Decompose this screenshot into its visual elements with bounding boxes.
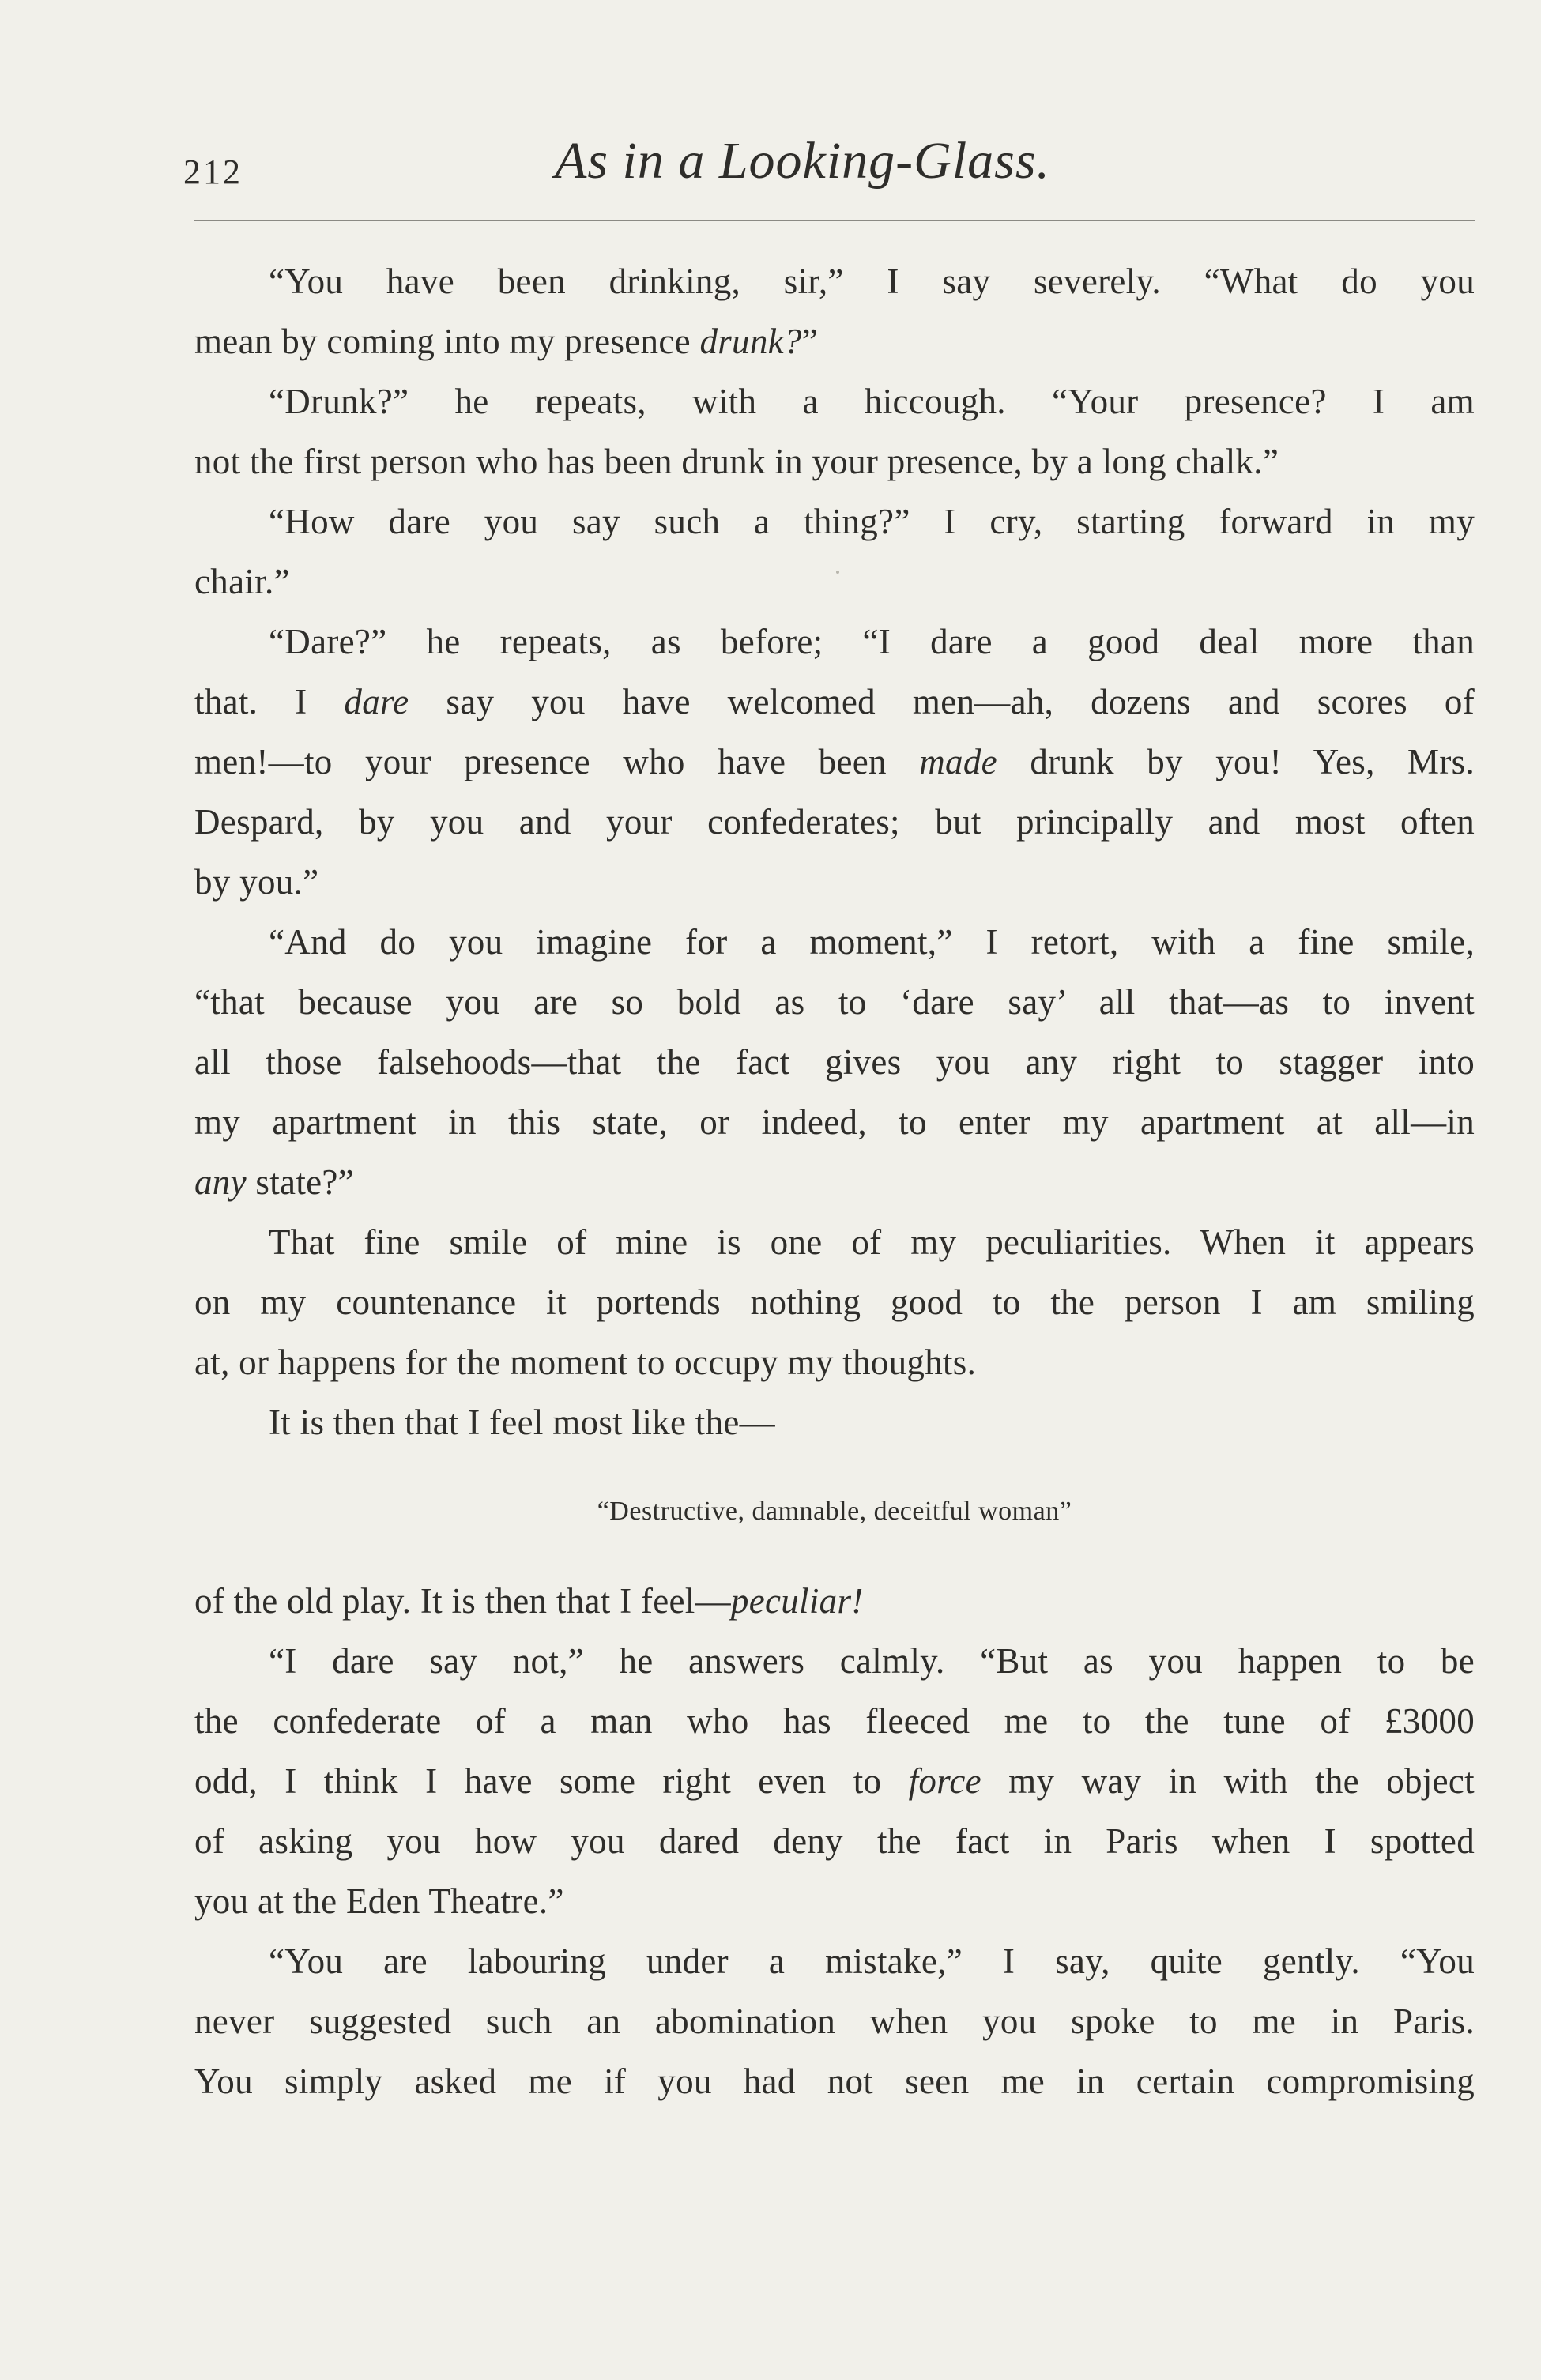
italic-text: peculiar! xyxy=(730,1581,864,1621)
text-line xyxy=(194,311,1475,371)
text-run: my way in with the object xyxy=(981,1761,1475,1801)
text-run: Despard, by you and your confederates; but principally and most often xyxy=(194,802,1475,842)
text-line xyxy=(194,552,1475,612)
header-rule xyxy=(194,220,1475,221)
text-run: It is then that I feel most like the— xyxy=(269,1403,775,1442)
text-line xyxy=(194,1392,1475,1452)
text-line xyxy=(194,431,1475,491)
page-header xyxy=(183,126,1471,198)
text-line xyxy=(194,1811,1475,1871)
text-line xyxy=(194,1032,1475,1092)
text-run: of the old play. It is then that I feel— xyxy=(194,1581,731,1621)
text-run: drunk by you! Yes, Mrs. xyxy=(997,742,1475,781)
text-run: “And do you imagine for a moment,” I retort, with a fine smile, xyxy=(269,922,1475,962)
text-line xyxy=(194,1751,1475,1811)
text-line xyxy=(194,672,1475,732)
text-run: “You have been drinking, sir,” I say severely. “What do you xyxy=(269,262,1475,301)
text-line xyxy=(194,1212,1475,1272)
text-line xyxy=(194,1571,1475,1631)
text-run: You simply asked me if you had not seen me in certain compromising xyxy=(194,2062,1475,2101)
text-run: on my countenance it portends nothing good to the person I am smiling xyxy=(194,1282,1475,1322)
text-run: say you have welcomed men—ah, dozens and scores of xyxy=(409,682,1475,721)
text-run: the confederate of a man who has fleeced me to the tune of £3000 xyxy=(194,1701,1475,1741)
text-run: mean by coming into my presence xyxy=(194,322,700,361)
italic-text: dare xyxy=(344,682,409,721)
text-run: by you.” xyxy=(194,862,319,902)
text-line xyxy=(194,1272,1475,1332)
text-run: chair.” xyxy=(194,562,290,601)
text-run: ” xyxy=(801,322,819,361)
page-number: 212 xyxy=(183,153,243,191)
text-line xyxy=(194,1991,1475,2051)
text-line xyxy=(194,912,1475,972)
italic-text: made xyxy=(919,742,997,781)
text-line xyxy=(194,1092,1475,1152)
italic-text: any xyxy=(194,1162,247,1202)
running-title: As in a Looking-Glass. xyxy=(555,132,1051,190)
text-run: “How dare you say such a thing?” I cry, starting forward in my xyxy=(269,502,1475,541)
text-line xyxy=(194,251,1475,311)
text-run: That fine smile of mine is one of my peculiarities. When it appears xyxy=(269,1222,1475,1262)
text-run: all those falsehoods—that the fact gives you any right to stagger into xyxy=(194,1042,1475,1082)
text-run: you at the Eden Theatre.” xyxy=(194,1881,564,1921)
text-run: that. I xyxy=(194,682,345,721)
text-line xyxy=(194,1871,1475,1931)
text-line xyxy=(194,852,1475,912)
italic-text: force xyxy=(908,1761,981,1801)
text-line xyxy=(194,1631,1475,1691)
block-quote: “Destructive, damnable, deceitful woman” xyxy=(597,1497,1072,1526)
text-run: never suggested such an abomination when you spoke to me in Paris. xyxy=(194,2002,1475,2041)
text-line xyxy=(194,491,1475,552)
text-run: “Drunk?” he repeats, with a hiccough. “Your presence? I am xyxy=(269,382,1475,421)
text-run: “that because you are so bold as to ‘dare say’ all that—as to invent xyxy=(194,982,1475,1022)
text-line xyxy=(194,1152,1475,1212)
text-line xyxy=(194,1691,1475,1751)
italic-text: drunk? xyxy=(699,322,802,361)
text-run: “You are labouring under a mistake,” I say, quite gently. “You xyxy=(269,1941,1475,1981)
text-run: “I dare say not,” he answers calmly. “But as you happen to be xyxy=(269,1641,1475,1681)
text-line xyxy=(194,371,1475,431)
text-line xyxy=(194,1931,1475,1991)
text-line xyxy=(194,612,1475,672)
text-run: at, or happens for the moment to occupy my thoughts. xyxy=(194,1343,977,1382)
text-run: men!—to your presence who have been xyxy=(194,742,920,781)
text-line xyxy=(194,732,1475,792)
text-line xyxy=(194,972,1475,1032)
text-run: state?” xyxy=(246,1162,354,1202)
text-line xyxy=(194,2051,1475,2111)
text-run: of asking you how you dared deny the fact in Paris when I spotted xyxy=(194,1821,1475,1861)
text-run: odd, I think I have some right even to xyxy=(194,1761,909,1801)
text-run: “Dare?” he repeats, as before; “I dare a good deal more than xyxy=(269,622,1475,661)
text-line xyxy=(194,1332,1475,1392)
text-line xyxy=(194,792,1475,852)
paper-speck xyxy=(836,571,839,574)
text-run: my apartment in this state, or indeed, to enter my apartment at all—in xyxy=(194,1102,1475,1142)
text-run: not the first person who has been drunk in your presence, by a long chalk.” xyxy=(194,442,1279,481)
body-text xyxy=(194,251,1475,2111)
